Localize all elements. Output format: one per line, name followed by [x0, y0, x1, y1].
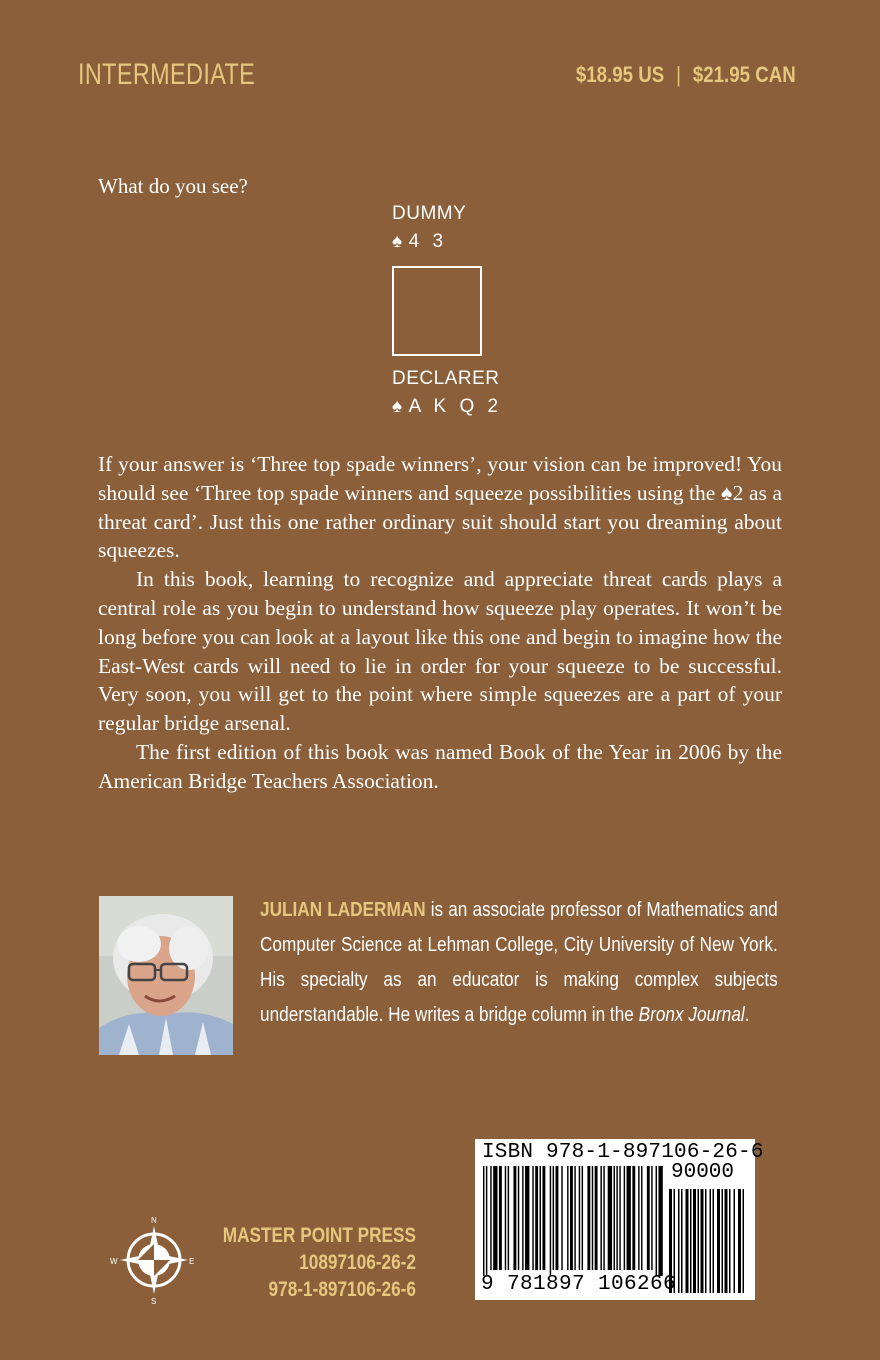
price: [576, 62, 796, 88]
author-name: JULIAN LADERMAN: [260, 899, 426, 921]
barcode-addon-bar: [722, 1189, 724, 1293]
barcode-bar: [647, 1166, 650, 1270]
publisher-isbn13: 978-1-897106-26-6: [268, 1278, 416, 1301]
barcode-addon-bar: [713, 1189, 715, 1293]
barcode-bar: [627, 1166, 631, 1270]
barcode-bar: [561, 1166, 562, 1270]
barcode-bar: [656, 1166, 657, 1276]
barcode-bar: [603, 1166, 604, 1270]
barcode-addon-bar: [701, 1189, 704, 1293]
barcode-bar: [513, 1166, 516, 1270]
barcode-bar: [638, 1166, 639, 1270]
price-can: $21.95 CAN: [693, 62, 796, 87]
barcode-bar: [570, 1166, 573, 1270]
barcode-bar: [486, 1166, 487, 1276]
svg-text:S: S: [151, 1297, 157, 1306]
price-separator: |: [676, 62, 682, 87]
barcode-addon-bar: [681, 1189, 683, 1293]
svg-text:E: E: [189, 1257, 195, 1266]
barcode-bar: [553, 1166, 554, 1270]
barcode-addon-bar: [738, 1189, 741, 1293]
declarer-cards: A K Q 2: [408, 396, 503, 417]
barcode-bar: [614, 1166, 615, 1270]
barcode-bar: [493, 1166, 497, 1270]
table-box: [392, 266, 482, 356]
barcode-bar: [499, 1166, 502, 1270]
blurb-paragraph-1: If your answer is ‘Three top spade winners’, your vision can be improved! You should see ‘Three top spade winners and squeeze possibilities using the ♠2 as a threat card’. Just this one rather ordinary suit should start you dreaming about squeezes.: [98, 452, 783, 563]
barcode-addon-bar: [686, 1189, 689, 1293]
dummy-hand: [392, 231, 447, 253]
barcode-bar: [525, 1166, 529, 1270]
barcode-bar: [632, 1166, 635, 1270]
barcode-bar: [505, 1166, 506, 1270]
barcode-bar: [616, 1166, 617, 1270]
barcode-addon-bar: [710, 1189, 712, 1293]
blurb: [98, 450, 782, 796]
blurb-paragraph-2: In this book, learning to recognize and appreciate threat cards plays a central role as you begin to understand how squeeze play operates. It won’t be long before you can look at a layout like this one and begin to imagine how the East-West cards will need to lie in order for your squeeze to be successful. Very soon, you will get to the point where simple squeezes are a part of your regular bridge arsenal.: [98, 567, 782, 736]
barcode-bar: [508, 1166, 509, 1270]
barcode-bar: [651, 1166, 652, 1270]
barcode-isbn-text: ISBN 978-1-897106-26-6: [482, 1141, 764, 1164]
barcode-bar: [532, 1166, 533, 1270]
blurb-paragraph-3: The first edition of this book was named Book of the Year in 2006 by the American Bridge Teachers Association.: [98, 739, 782, 793]
barcode-bar: [550, 1166, 551, 1276]
compass-logo-icon: [108, 1214, 200, 1306]
svg-text:W: W: [110, 1257, 118, 1266]
dummy-label: DUMMY: [392, 203, 467, 224]
barcode-addon-bar: [705, 1189, 707, 1293]
barcode-bar: [592, 1166, 593, 1270]
barcode-bar: [582, 1166, 583, 1270]
declarer-label: DECLARER: [392, 368, 500, 389]
isbn-barcode: [475, 1139, 764, 1300]
declarer-hand: [392, 396, 502, 418]
diagram-question: What do you see?: [98, 174, 248, 198]
barcode-addon-bar: [690, 1189, 692, 1293]
author-bio: JULIAN LADERMAN is an associate professor of Mathematics and Computer Science at Lehman College, City University of New York. His specialty as an educator is making complex subjects understandable. He writes a bridge column in the Bronx Journal.: [260, 899, 778, 1026]
barcode-bar: [587, 1166, 590, 1270]
bio-publication: Bronx Journal: [638, 1004, 745, 1026]
publisher-block: [211, 1222, 416, 1303]
svg-text:N: N: [151, 1216, 157, 1225]
barcode-bar: [483, 1166, 484, 1276]
barcode-bar: [579, 1166, 580, 1270]
barcode-bar: [574, 1166, 575, 1270]
barcode-bar: [522, 1166, 523, 1270]
barcode-bar: [600, 1166, 601, 1270]
spade-icon: ♠: [720, 480, 733, 505]
dummy-cards: 4 3: [408, 231, 448, 252]
author-portrait-graphic: [99, 896, 233, 1055]
barcode-addon-bar: [717, 1189, 720, 1293]
barcode-bar: [556, 1166, 559, 1270]
barcode-bar: [567, 1166, 568, 1270]
barcode-addon-text: 90000: [671, 1161, 735, 1184]
author-photo: [99, 896, 233, 1055]
barcode-bar: [542, 1166, 545, 1270]
barcode-bar: [619, 1166, 620, 1270]
level-label: INTERMEDIATE: [78, 58, 256, 91]
barcode-digits: 9 781897 106266: [481, 1273, 677, 1296]
barcode-addon-bar: [678, 1189, 680, 1293]
spade-icon: ♠: [392, 396, 403, 417]
barcode-addon-bar: [693, 1189, 696, 1293]
barcode-bar: [490, 1166, 491, 1270]
barcode-addon-bar: [698, 1189, 700, 1293]
barcode-bar: [658, 1166, 662, 1276]
barcode-bar: [518, 1166, 519, 1270]
barcode-bar: [540, 1166, 541, 1270]
price-us: $18.95 US: [576, 62, 665, 87]
barcode-addon-bar: [743, 1189, 745, 1293]
barcode-bar: [624, 1166, 625, 1270]
barcode-addon-bar: [734, 1189, 736, 1293]
spade-icon: ♠: [392, 231, 403, 252]
barcode-addon-bar: [725, 1189, 728, 1293]
barcode-addon-bar: [729, 1189, 731, 1293]
barcode-bar: [608, 1166, 612, 1270]
publisher-name: MASTER POINT PRESS: [222, 1224, 416, 1247]
barcode-bar: [595, 1166, 598, 1270]
barcode-bar: [535, 1166, 538, 1270]
publisher-isbn10: 10897106-26-2: [299, 1251, 416, 1274]
barcode-bar: [641, 1166, 642, 1270]
